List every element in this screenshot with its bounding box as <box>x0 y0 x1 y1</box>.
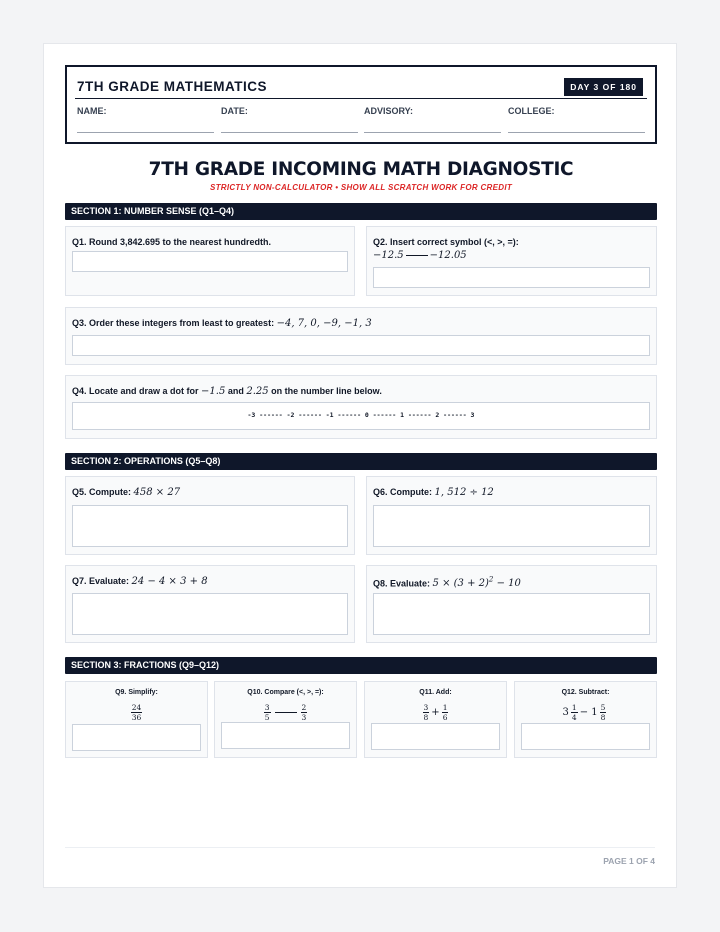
q8-prompt <box>373 576 521 589</box>
q11-expression <box>365 703 506 722</box>
section-1-header: SECTION 1: NUMBER SENSE (Q1–Q4) <box>65 203 657 220</box>
q2-blank[interactable] <box>406 255 428 256</box>
q12-whole-b: 1 <box>591 707 598 718</box>
q8-label: Q8. Evaluate: <box>373 578 431 589</box>
q9-numerator: 24 <box>131 703 142 712</box>
date-label: DATE: <box>221 106 248 116</box>
q4-prompt <box>72 386 382 397</box>
name-label: NAME: <box>77 106 107 116</box>
q2-prompt: Q2. Insert correct symbol (<, >, =): <box>373 237 519 247</box>
q7-card <box>65 565 355 643</box>
q6-prompt <box>373 487 494 498</box>
q12-fraction-a <box>571 703 578 722</box>
q7-expression: 24 − 4 × 3 + 8 <box>131 576 208 587</box>
q10-b-numerator: 2 <box>301 703 307 712</box>
q11-operator: + <box>431 707 440 718</box>
q8-expression-base: 5 × (3 + 2) <box>432 578 489 590</box>
q10-card <box>214 681 357 758</box>
header-box <box>65 65 657 144</box>
q3-prompt <box>72 318 372 329</box>
q4-card <box>65 375 657 439</box>
college-label: COLLEGE: <box>508 106 555 116</box>
q7-prompt <box>72 576 208 587</box>
q5-card <box>65 476 355 555</box>
q12-fraction-b <box>600 703 607 722</box>
name-field[interactable] <box>77 106 214 133</box>
q3-expression: −4, 7, 0, −9, −1, 3 <box>276 318 372 329</box>
day-badge: DAY 3 OF 180 <box>564 78 643 96</box>
q7-label: Q7. Evaluate: <box>72 576 130 586</box>
course-title: 7TH GRADE MATHEMATICS <box>77 79 267 94</box>
q12-card <box>514 681 657 758</box>
q10-fraction-b <box>301 703 308 722</box>
document-subtitle: STRICTLY NON-CALCULATOR • SHOW ALL SCRATCH WORK FOR CREDIT <box>209 183 513 192</box>
q1-card <box>65 226 355 296</box>
q12-answer-box[interactable] <box>521 723 650 750</box>
q11-a-numerator: 3 <box>423 703 429 712</box>
document-title: 7TH GRADE INCOMING MATH DIAGNOSTIC <box>148 159 574 180</box>
q6-card <box>366 476 657 555</box>
q5-expression: 458 × 27 <box>133 487 181 498</box>
date-field[interactable] <box>221 106 358 133</box>
q8-card <box>366 565 657 643</box>
q4-label-a: Q4. Locate and draw a dot for <box>72 386 199 396</box>
q11-fraction-a <box>423 703 430 722</box>
q12-whole-a: 3 <box>562 707 569 718</box>
q5-label: Q5. Compute: <box>72 487 132 497</box>
footer-divider <box>65 847 655 848</box>
q11-card <box>364 681 507 758</box>
q11-b-numerator: 1 <box>442 703 448 712</box>
q10-expression <box>215 703 356 722</box>
advisory-label: ADVISORY: <box>364 106 414 116</box>
q8-answer-box[interactable] <box>373 593 650 635</box>
college-line <box>508 132 645 133</box>
advisory-line <box>364 132 501 133</box>
q10-prompt: Q10. Compare (<, >, =): <box>247 689 324 696</box>
q9-denominator: 36 <box>131 713 142 722</box>
advisory-field[interactable] <box>364 106 501 133</box>
number-line: -3 ------ -2 ------ -1 ------ 0 ------ 1 ------ 2 ------ 3 <box>247 411 475 419</box>
q12-prompt: Q12. Subtract: <box>561 689 610 696</box>
q5-answer-box[interactable] <box>72 505 348 547</box>
q8-exponent: 2 <box>488 576 494 584</box>
section-2-header: SECTION 2: OPERATIONS (Q5–Q8) <box>65 453 657 470</box>
q1-answer-box[interactable] <box>72 251 348 272</box>
q10-blank[interactable] <box>275 712 297 713</box>
q4-value-a: −1.5 <box>201 386 226 397</box>
q10-fraction-a <box>264 703 271 722</box>
q2-left-value: −12.5 <box>373 250 404 261</box>
q11-b-denominator: 6 <box>442 713 448 722</box>
q3-card <box>65 307 657 365</box>
q9-prompt: Q9. Simplify: <box>115 689 158 696</box>
q4-value-b: 2.25 <box>246 386 269 397</box>
q3-answer-box[interactable] <box>72 335 650 356</box>
q5-prompt <box>72 487 180 498</box>
q6-expression: 1, 512 ÷ 12 <box>434 487 494 498</box>
q12-expression <box>515 703 656 722</box>
college-field[interactable] <box>508 106 645 133</box>
q11-answer-box[interactable] <box>371 723 500 750</box>
q12-b-denominator: 8 <box>600 713 606 722</box>
q4-label-c: on the number line below. <box>271 386 382 396</box>
date-line <box>221 132 358 133</box>
page-number: PAGE 1 OF 4 <box>603 856 655 866</box>
q9-card <box>65 681 208 758</box>
q6-label: Q6. Compute: <box>373 487 433 497</box>
q1-prompt: Q1. Round 3,842.695 to the nearest hundredth. <box>72 237 272 247</box>
q12-a-numerator: 1 <box>571 703 577 712</box>
q12-b-numerator: 5 <box>600 703 606 712</box>
name-line <box>77 132 214 133</box>
section-3-header: SECTION 3: FRACTIONS (Q9–Q12) <box>65 657 657 674</box>
q9-expression <box>66 703 207 722</box>
q2-answer-box[interactable] <box>373 267 650 288</box>
q3-label: Q3. Order these integers from least to greatest: <box>72 318 275 328</box>
header-divider <box>75 98 647 99</box>
q10-a-numerator: 3 <box>264 703 270 712</box>
q2-card <box>366 226 657 296</box>
q6-answer-box[interactable] <box>373 505 650 547</box>
q4-number-line-box[interactable] <box>72 402 650 430</box>
q10-b-denominator: 3 <box>301 713 307 722</box>
q7-answer-box[interactable] <box>72 593 348 635</box>
q12-a-denominator: 4 <box>571 713 577 722</box>
q8-expression <box>433 578 521 589</box>
q11-a-denominator: 8 <box>423 713 429 722</box>
q11-fraction-b <box>442 703 449 722</box>
q9-answer-box[interactable] <box>72 724 201 751</box>
q9-fraction <box>131 703 143 722</box>
worksheet-page <box>43 43 677 888</box>
q4-label-b: and <box>227 386 244 396</box>
q12-operator: − <box>579 707 589 718</box>
q8-expression-tail: − 10 <box>493 578 521 590</box>
q2-expression <box>373 250 467 261</box>
q10-answer-box[interactable] <box>221 722 350 749</box>
q11-prompt: Q11. Add: <box>419 689 452 696</box>
q10-a-denominator: 5 <box>264 713 270 722</box>
q2-right-value: −12.05 <box>429 250 467 261</box>
